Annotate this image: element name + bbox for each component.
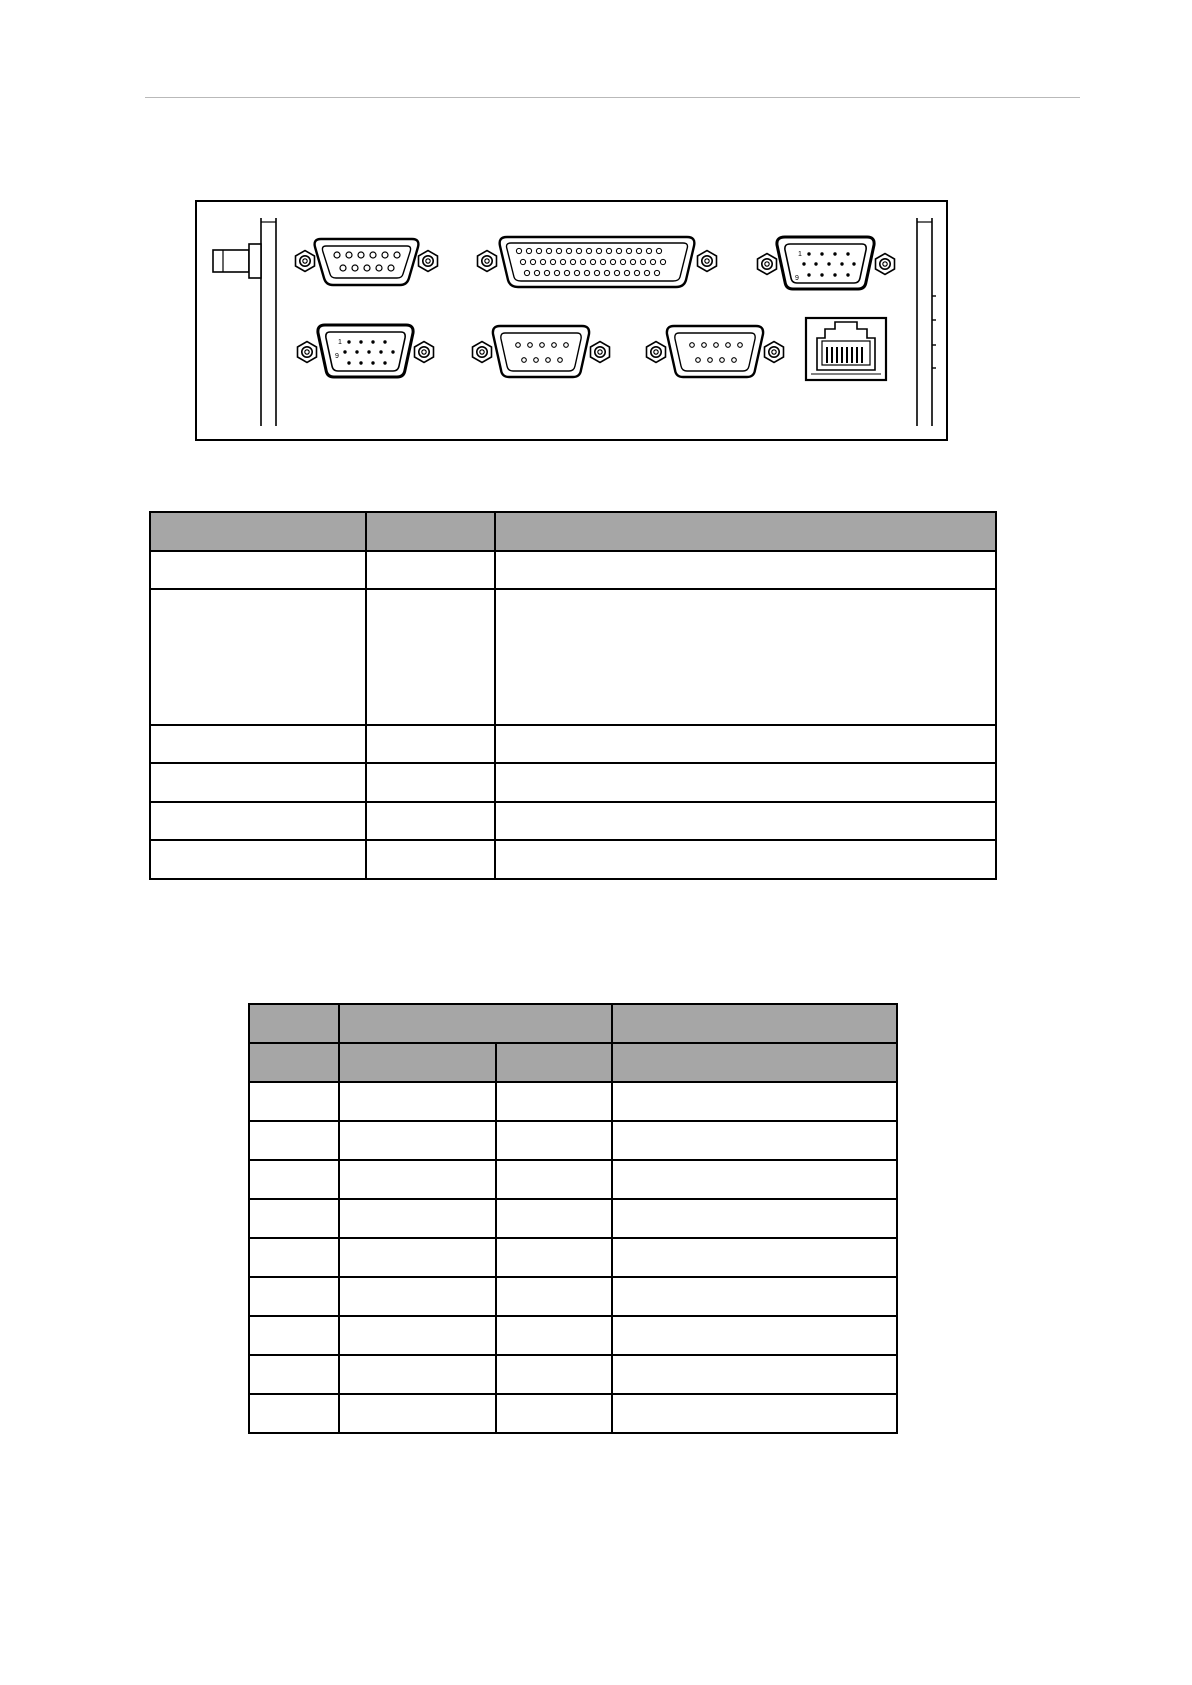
pin-table bbox=[248, 1003, 898, 1434]
table-row bbox=[150, 725, 996, 763]
table-cell bbox=[249, 1394, 339, 1433]
table-row bbox=[150, 551, 996, 589]
table-cell bbox=[339, 1394, 496, 1433]
signal-table-header-row bbox=[150, 512, 996, 551]
table-cell bbox=[249, 1277, 339, 1316]
table-cell bbox=[612, 1316, 897, 1355]
table-cell bbox=[249, 1355, 339, 1394]
table-cell bbox=[495, 802, 996, 840]
svg-text:1: 1 bbox=[338, 339, 342, 346]
table-cell bbox=[495, 725, 996, 763]
table-row bbox=[249, 1199, 897, 1238]
table-cell bbox=[366, 589, 495, 725]
table-cell bbox=[612, 1160, 897, 1199]
pin-subheader-cell bbox=[249, 1043, 339, 1082]
table-row bbox=[249, 1316, 897, 1355]
table-cell bbox=[150, 551, 366, 589]
table-row bbox=[249, 1277, 897, 1316]
svg-text:9: 9 bbox=[335, 353, 339, 360]
table-cell bbox=[496, 1316, 612, 1355]
table-cell bbox=[612, 1121, 897, 1160]
table-cell bbox=[150, 725, 366, 763]
table-cell bbox=[495, 763, 996, 802]
connector-panel-drawing bbox=[195, 200, 948, 441]
table-cell bbox=[495, 840, 996, 879]
pin-header-cell bbox=[612, 1004, 897, 1043]
table-cell bbox=[496, 1082, 612, 1121]
table-cell bbox=[339, 1355, 496, 1394]
table-cell bbox=[366, 802, 495, 840]
table-row bbox=[249, 1238, 897, 1277]
table-row bbox=[249, 1082, 897, 1121]
signal-header-cell bbox=[366, 512, 495, 551]
table-cell bbox=[366, 763, 495, 802]
table-cell bbox=[150, 802, 366, 840]
table-cell bbox=[612, 1355, 897, 1394]
table-row bbox=[150, 802, 996, 840]
table-cell bbox=[612, 1277, 897, 1316]
table-cell bbox=[249, 1082, 339, 1121]
table-cell bbox=[249, 1121, 339, 1160]
table-cell bbox=[496, 1277, 612, 1316]
table-cell bbox=[612, 1238, 897, 1277]
table-row bbox=[249, 1121, 897, 1160]
table-row bbox=[249, 1160, 897, 1199]
pin-table-subheader-row bbox=[249, 1043, 897, 1082]
table-cell bbox=[339, 1238, 496, 1277]
table-cell bbox=[249, 1238, 339, 1277]
table-cell bbox=[249, 1316, 339, 1355]
pin-header-cell bbox=[249, 1004, 339, 1043]
table-cell bbox=[496, 1199, 612, 1238]
table-cell bbox=[150, 763, 366, 802]
pin-header-cell bbox=[339, 1004, 612, 1043]
table-row bbox=[249, 1355, 897, 1394]
table-cell bbox=[612, 1082, 897, 1121]
signal-header-cell bbox=[495, 512, 996, 551]
table-cell bbox=[612, 1199, 897, 1238]
table-cell bbox=[612, 1394, 897, 1433]
table-cell bbox=[249, 1199, 339, 1238]
page-header-rule bbox=[145, 97, 1080, 98]
table-cell bbox=[496, 1394, 612, 1433]
table-row bbox=[150, 763, 996, 802]
pin-subheader-cell bbox=[496, 1043, 612, 1082]
table-row bbox=[249, 1394, 897, 1433]
table-cell bbox=[366, 725, 495, 763]
signal-header-cell bbox=[150, 512, 366, 551]
table-row bbox=[150, 840, 996, 879]
table-cell bbox=[339, 1199, 496, 1238]
table-cell bbox=[366, 840, 495, 879]
table-cell bbox=[495, 589, 996, 725]
table-cell bbox=[339, 1277, 496, 1316]
pin-table-header-row bbox=[249, 1004, 897, 1043]
table-cell bbox=[496, 1238, 612, 1277]
table-cell bbox=[496, 1355, 612, 1394]
table-cell bbox=[339, 1160, 496, 1199]
table-cell bbox=[150, 589, 366, 725]
table-cell bbox=[339, 1316, 496, 1355]
svg-text:1: 1 bbox=[798, 251, 802, 258]
table-cell bbox=[366, 551, 495, 589]
table-cell bbox=[495, 551, 996, 589]
table-cell bbox=[496, 1160, 612, 1199]
table-cell bbox=[339, 1121, 496, 1160]
table-cell bbox=[150, 840, 366, 879]
table-cell bbox=[249, 1160, 339, 1199]
signal-table bbox=[149, 511, 997, 880]
table-row bbox=[150, 589, 996, 725]
connector-panel-figure bbox=[195, 200, 948, 441]
table-cell bbox=[496, 1121, 612, 1160]
pin-subheader-cell bbox=[612, 1043, 897, 1082]
svg-text:9: 9 bbox=[795, 275, 799, 282]
table-cell bbox=[339, 1082, 496, 1121]
pin-subheader-cell bbox=[339, 1043, 496, 1082]
